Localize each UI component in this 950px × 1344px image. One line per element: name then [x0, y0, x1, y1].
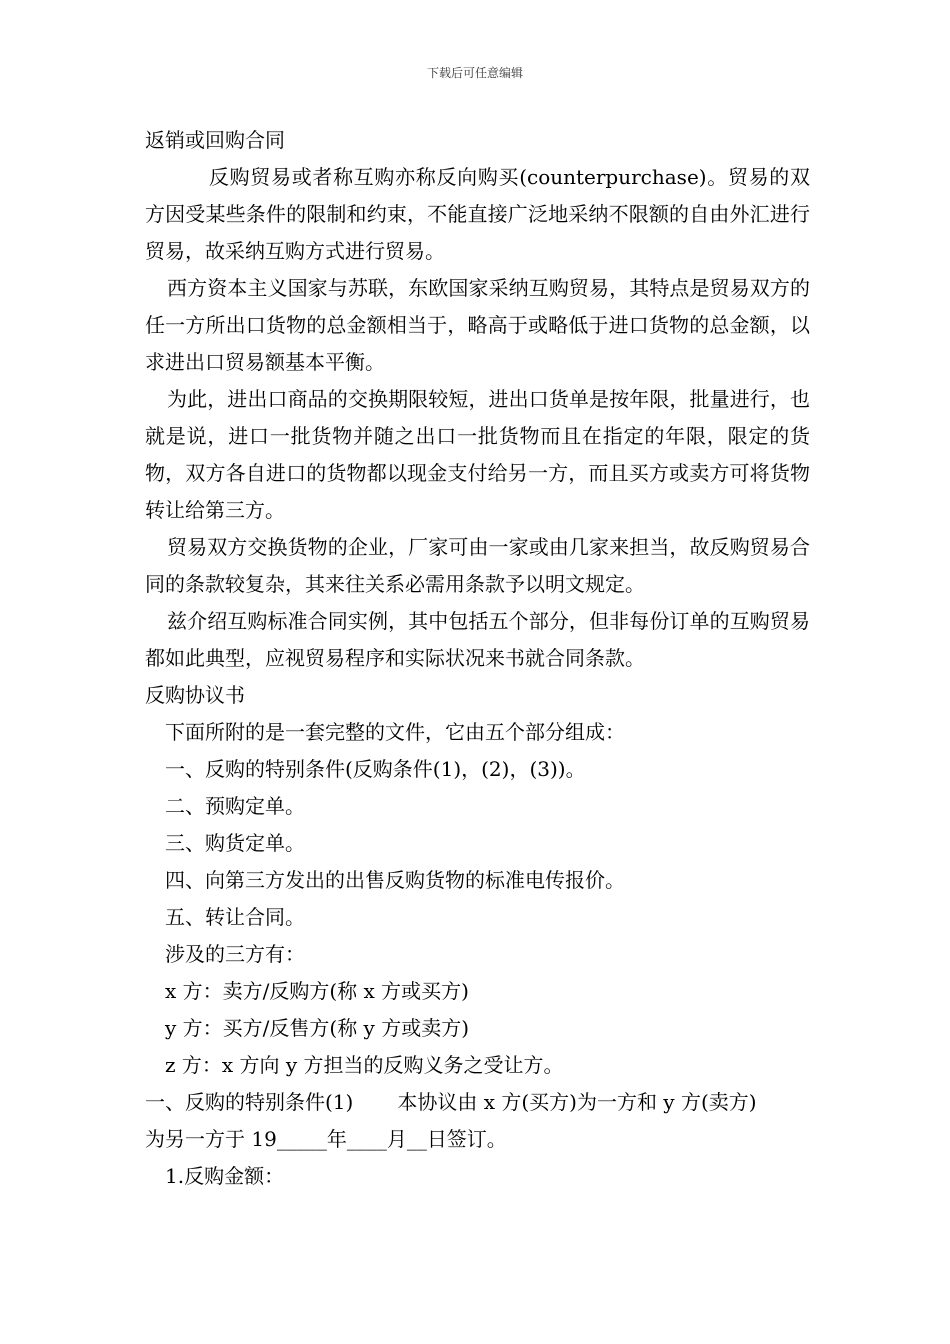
- document-title: 返销或回购合同: [145, 128, 285, 152]
- list-item: 四、向第三方发出的出售反购货物的标准电传报价。: [165, 868, 625, 892]
- paragraph-4: [145, 603, 810, 677]
- party-z: z 方：x 方向 y 方担当的反购义务之受让方。: [165, 1053, 564, 1077]
- page-header: 下载后可任意编辑: [426, 66, 523, 80]
- year-blank: _____: [276, 1127, 327, 1151]
- party-x: x 方：卖方/反购方(称 x 方或买方): [165, 979, 469, 1003]
- list-item: 三、购货定单。: [165, 831, 305, 855]
- paragraph-2-text: 为此，进出口商品的交换期限较短，进出口货单是按年限，批量进行，也就是说，进口一批货物并随之出口一批货物而且在指定的年限，限定的货物，双方各自进口的货物都以现金支付给另一方，而且买方或卖方可将货物转让给第三方。: [145, 387, 810, 522]
- intro-paragraph: [145, 159, 810, 270]
- paragraph-3-text: 贸易双方交换货物的企业，厂家可由一家或由几家来担当，故反购贸易合同的条款较复杂，其来往关系必需用条款予以明文规定。: [145, 535, 810, 596]
- year-label: 年: [326, 1127, 347, 1151]
- paragraph-1-text: 西方资本主义国家与苏联，东欧国家采纳互购贸易，其特点是贸易双方的任一方所出口货物的总金额相当于，略高于或略低于进口货物的总金额，以求进出口贸易额基本平衡。: [145, 276, 810, 374]
- day-blank: __: [406, 1127, 427, 1151]
- date-prefix: 为另一方于 19: [145, 1127, 277, 1151]
- paragraph-4-text: 兹介绍互购标准合同实例，其中包括五个部分，但非每份订单的互购贸易都如此典型，应视贸易程序和实际状况来书就合同条款。: [145, 609, 810, 670]
- section-1-date-line: [145, 1121, 810, 1158]
- month-blank: ____: [346, 1127, 387, 1151]
- list-item: 一、反购的特别条件(反购条件(1)，(2)，(3))。: [165, 757, 586, 781]
- paragraph-2: [145, 381, 810, 529]
- section-1-heading: 一、反购的特别条件(1): [145, 1090, 354, 1114]
- date-suffix: 日签订。: [426, 1127, 507, 1151]
- intro-text: 反购贸易或者称互购亦称反向购买(counterpurchase)。贸易的双方因受某些条件的限制和约束，不能直接广泛地采纳不限额的自由外汇进行贸易，故采纳互购方式进行贸易。: [145, 165, 810, 263]
- section-1-text-a: 本协议由 x 方(买方)为一方和 y 方(卖方): [397, 1090, 757, 1114]
- list-item: 二、预购定单。: [165, 794, 305, 818]
- document-body: [145, 122, 810, 1195]
- section-1-line: [145, 1084, 810, 1121]
- list-item: 五、转让合同。: [165, 905, 305, 929]
- clause-1: 1.反购金额：: [165, 1164, 285, 1188]
- party-y: y 方：买方/反售方(称 y 方或卖方): [165, 1016, 470, 1040]
- agreement-title: 反购协议书: [145, 683, 245, 707]
- month-label: 月: [386, 1127, 407, 1151]
- list-intro: 下面所附的是一套完整的文件，它由五个部分组成：: [165, 720, 625, 744]
- paragraph-1: [145, 270, 810, 381]
- parties-intro: 涉及的三方有：: [165, 942, 305, 966]
- paragraph-3: [145, 529, 810, 603]
